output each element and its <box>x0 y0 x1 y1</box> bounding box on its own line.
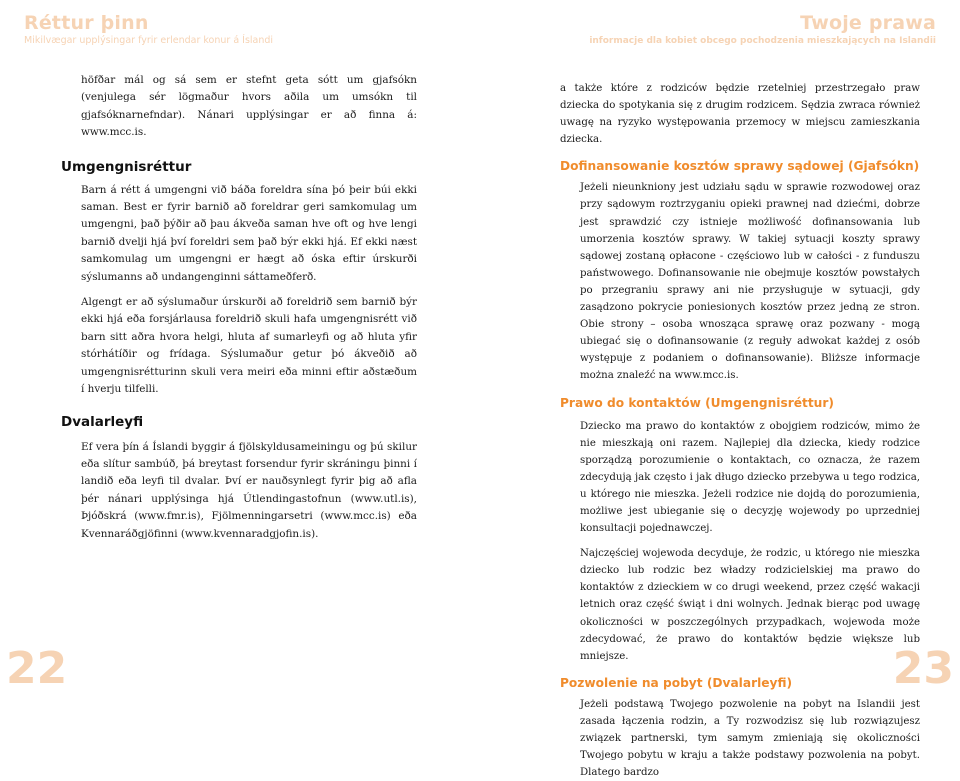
left-page-number: 22 <box>6 643 68 694</box>
right-header-subtitle: informacje dla kobiet obcego pochodzenia mieszkających na Islandii <box>589 36 936 46</box>
dvalarleyfi-paragraph: Ef vera þín á Íslandi byggir á fjölskyldusameiningu og þú skilur eða slítur sambúð, þá breytast forsendur fyrir skráningu þinni í landið eða leyfi til dvalar. Því er nauðsynlegt fyrir þig að afla þér nánari upplýsinga hjá Útlendingastofnun (www.utl.is), Þjóðskrá (www.fmr.is), Fjölmenningarsetri (www.mcc.is) eða Kvennaráðgjöfinni (www.kvennaradgjofin.is). <box>81 440 417 540</box>
left-intro-paragraph: höfðar mál og sá sem er stefnt geta sótt um gjafsókn (venjulega sér lögmaður hvors aðila um umsókn til gjafsóknarnefndar). Nánari upplýsingar er að finna á: www.mcc.is. <box>81 74 417 139</box>
dofinansowanie-paragraph: Jeżeli nieunkniony jest udziału sądu w sprawie rozwodowej oraz przy sądowym roztrzyganiu opieki prawnej nad dziećmi, dobrze jest sprawdzić czy istnieje możliwość dofinansowania lub umorzenia kosztów sprawy. W takiej sytuacji koszty sprawy sądowej zostaną opłacone - częściowo lub w całości - z funduszu państwowego. Dofinansowanie nie obejmuje kosztów powstałych po przegraniu sprawy ani nie przysługuje w sytuacji, gdy zasądzono pokrycie poniesionych kosztów przez jedną ze stron. Obie strony – osoba wnosząca sprawę oraz pozwany - mogą ubiegać się o dofinansowanie (z reguły adwokat każdej z osób występuje z podaniem o dofinansowanie). Bliższe informacje można znaleźć na www.mcc.is. <box>580 182 920 382</box>
umgengnisrettur-paragraph-1: Barn á rétt á umgengni við báða foreldra sína þó þeir búi ekki saman. Best er fyrir barnið að foreldrar geri samkomulag um umgengni, það þýðir að þau ákveða saman hve oft og hve lengi barnið dvelji hjá því foreldri sem það býr ekki hjá. Ef ekki næst samkomulag um umgengni er hægt að óska eftir úrskurði sýslumanns að undangenginni sáttameðferð. <box>81 183 417 283</box>
heading-prawo-do-kontaktow: Prawo do kontaktów (Umgengnisréttur) <box>560 395 834 410</box>
left-header <box>24 12 273 47</box>
right-header <box>589 12 936 47</box>
pozwolenie-paragraph: Jeżeli podstawą Twojego pozwolenie na pobyt na Islandii jest zasada łączenia rodzin, a Ty rozwodzisz się lub rozwiązujesz związek partnerski, tym samym zmieniają się okoliczności Twojego pobytu w kraju a także podstawy pozwolenia na pobyt. Dlatego bardzo <box>580 698 920 779</box>
left-header-title: Réttur þinn <box>24 12 149 34</box>
heading-umgengnisrettur: Umgengnisréttur <box>61 158 192 175</box>
right-intro-paragraph: a także które z rodziców będzie rzetelniej przestrzegało praw dziecka do spotykania się z drugim rodzicem. Sędzia zwraca również uwagę na ryzyko występowania przemocy w miejscu zamieszkania dziecka. <box>560 83 920 146</box>
left-text-column <box>61 72 417 543</box>
left-header-subtitle: Mikilvægar upplýsingar fyrir erlendar konur á Íslandi <box>24 35 274 46</box>
heading-pozwolenie-na-pobyt: Pozwolenie na pobyt (Dvalarleyfi) <box>560 675 793 690</box>
right-page <box>480 0 960 779</box>
umgengnisrettur-paragraph-2: Algengt er að sýslumaður úrskurði að foreldrið sem barnið býr ekki hjá eða forsjárlausa foreldrið skuli hafa umgengnisrétt við barn sitt aðra hvora helgi, hluta af sumarleyfi og að hluta yfir stórhátíðir og frídaga. Sýslumaður getur þó ákveðið að umgengnisrétturinn skuli vera meiri eða minni eftir aðstæðum í hverju tilfelli. <box>81 296 417 396</box>
kontakty-paragraph-1: Dziecko ma prawo do kontaktów z obojgiem rodziców, mimo że nie mieszkają oni razem. Najlepiej dla dziecka, kiedy rodzice sporządzą porozumienie o kontaktach, co oznacza, że razem zdecydują jak często i jak długo dziecko przebywa u tego rodzica, u którego nie mieszka. Jeżeli rodzice nie dojdą do porozumienia, możliwe jest ubieganie się o decyzję wojewody po uprzedniej konsultacji pojednawczej. <box>580 420 920 535</box>
heading-dvalarleyfi: Dvalarleyfi <box>61 413 144 430</box>
right-page-number: 23 <box>892 643 954 694</box>
kontakty-paragraph-2: Najczęściej wojewoda decyduje, że rodzic, u którego nie mieszka dziecko lub rodzic bez władzy rodzicielskiej ma prawo do kontaktów z dzieckiem w co drugi weekend, przez część wakacji letnich oraz część świąt i dni wolnych. Jednak bierąc pod uwagę okoliczności w poszczególnych przypadkach, wojewoda może zdecydować, że prawo do kontaktów będzie większe lub mniejsze. <box>580 548 920 662</box>
heading-dofinansowanie: Dofinansowanie kosztów sprawy sądowej (Gjafsókn) <box>560 159 920 174</box>
right-header-title: Twoje prawa <box>800 12 936 34</box>
left-page <box>0 0 480 694</box>
right-text-column <box>560 80 920 781</box>
